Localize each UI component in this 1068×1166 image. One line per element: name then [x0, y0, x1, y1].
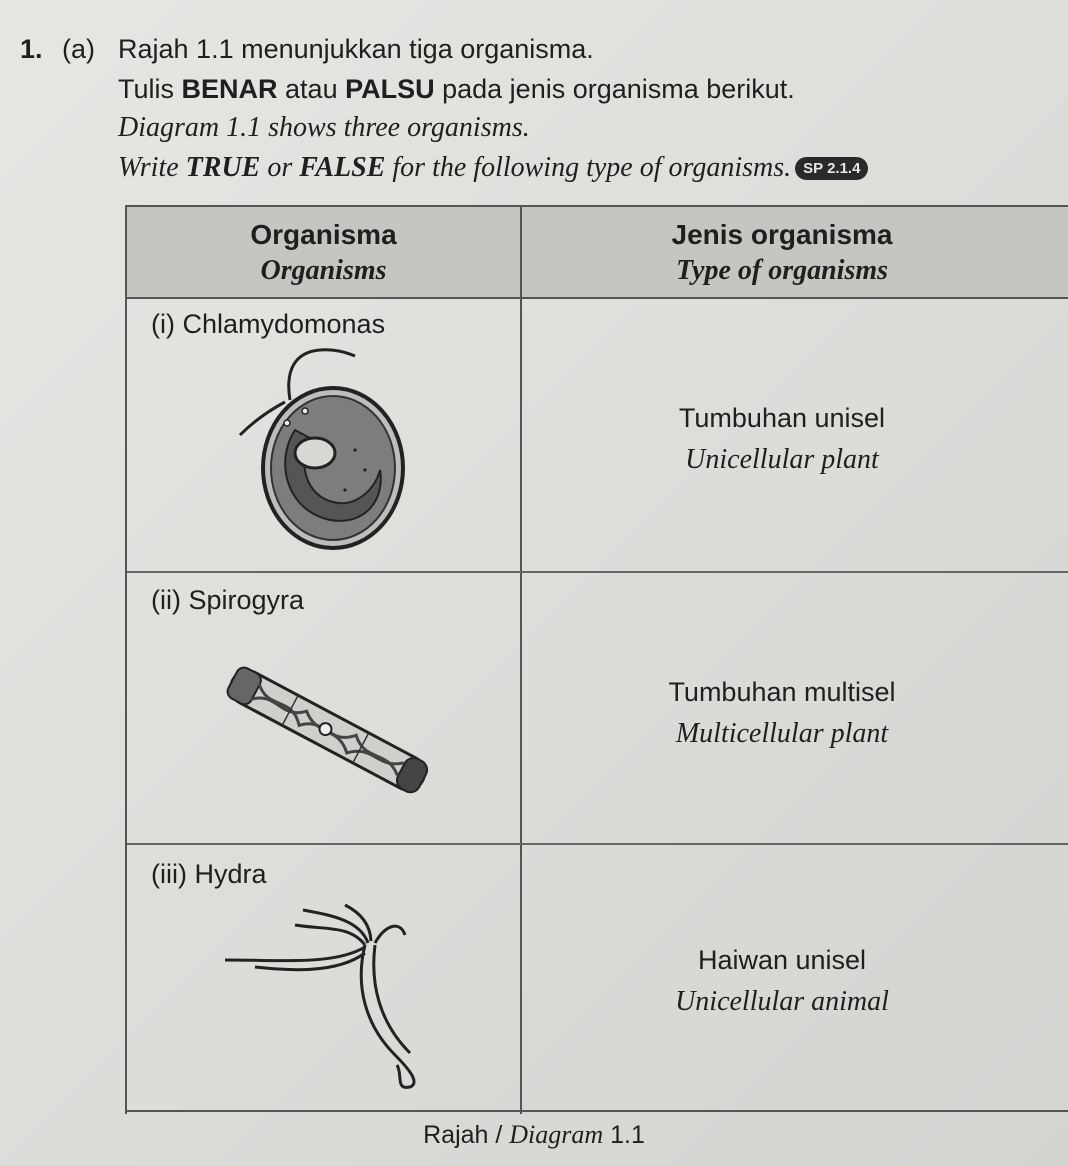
- type-en: Unicellular plant: [685, 444, 879, 475]
- instruction-line-4: [118, 152, 868, 184]
- organism-label-chlamydomonas: (i) Chlamydomonas: [151, 309, 386, 339]
- table-bottom-border: [125, 1110, 1068, 1112]
- keyword-true-en: TRUE: [185, 152, 261, 183]
- instruction-text: Write: [118, 152, 186, 183]
- header-organisms-en: Organisms: [260, 255, 387, 286]
- keyword-false-ms: PALSU: [345, 74, 435, 104]
- caption-number: 1.1: [603, 1121, 645, 1149]
- type-ms: Haiwan unisel: [697, 945, 867, 975]
- table-header: [127, 207, 1068, 299]
- row-divider: [127, 571, 1068, 573]
- type-ms: Tumbuhan multisel: [668, 677, 896, 707]
- spirogyra-illustration: [225, 660, 425, 800]
- organism-label-hydra: (iii) Hydra: [151, 859, 267, 889]
- type-cell-row-3[interactable]: [522, 945, 1042, 1018]
- instruction-line-2: [118, 74, 795, 105]
- instruction-text: pada jenis organisma berikut.: [434, 74, 795, 104]
- diagram-caption: [0, 1120, 1068, 1150]
- type-en: Unicellular animal: [675, 986, 889, 1017]
- hydra-illustration: [225, 905, 425, 1095]
- question-part: (a): [62, 34, 95, 64]
- instruction-text: Tulis: [118, 74, 182, 104]
- instruction-text: atau: [277, 74, 346, 104]
- instruction-text: for the following type of organisms.: [385, 152, 792, 183]
- sp-badge: SP 2.1.4: [795, 157, 868, 180]
- row-divider: [127, 843, 1068, 845]
- keyword-false-en: FALSE: [299, 152, 386, 183]
- instruction-line-3: Diagram 1.1 shows three organisms.: [118, 112, 530, 143]
- header-type: [522, 219, 1042, 287]
- keyword-true-ms: BENAR: [181, 74, 278, 104]
- header-organisms-ms: Organisma: [250, 219, 397, 250]
- header-type-ms: Jenis organisma: [671, 219, 893, 250]
- header-type-en: Type of organisms: [675, 255, 889, 286]
- type-ms: Tumbuhan unisel: [678, 403, 886, 433]
- type-en: Multicellular plant: [675, 718, 889, 749]
- chlamydomonas-illustration: [215, 340, 435, 560]
- type-cell-row-2[interactable]: [522, 677, 1042, 750]
- instruction-line-1: Rajah 1.1 menunjukkan tiga organisma.: [118, 34, 594, 64]
- caption-ms: Rajah /: [423, 1121, 510, 1149]
- header-organisms: [127, 219, 520, 287]
- instruction-text: or: [260, 152, 300, 183]
- question-number: 1.: [20, 34, 43, 64]
- organism-label-spirogyra: (ii) Spirogyra: [151, 585, 305, 615]
- type-cell-row-1[interactable]: [522, 403, 1042, 476]
- caption-en: Diagram: [509, 1120, 604, 1149]
